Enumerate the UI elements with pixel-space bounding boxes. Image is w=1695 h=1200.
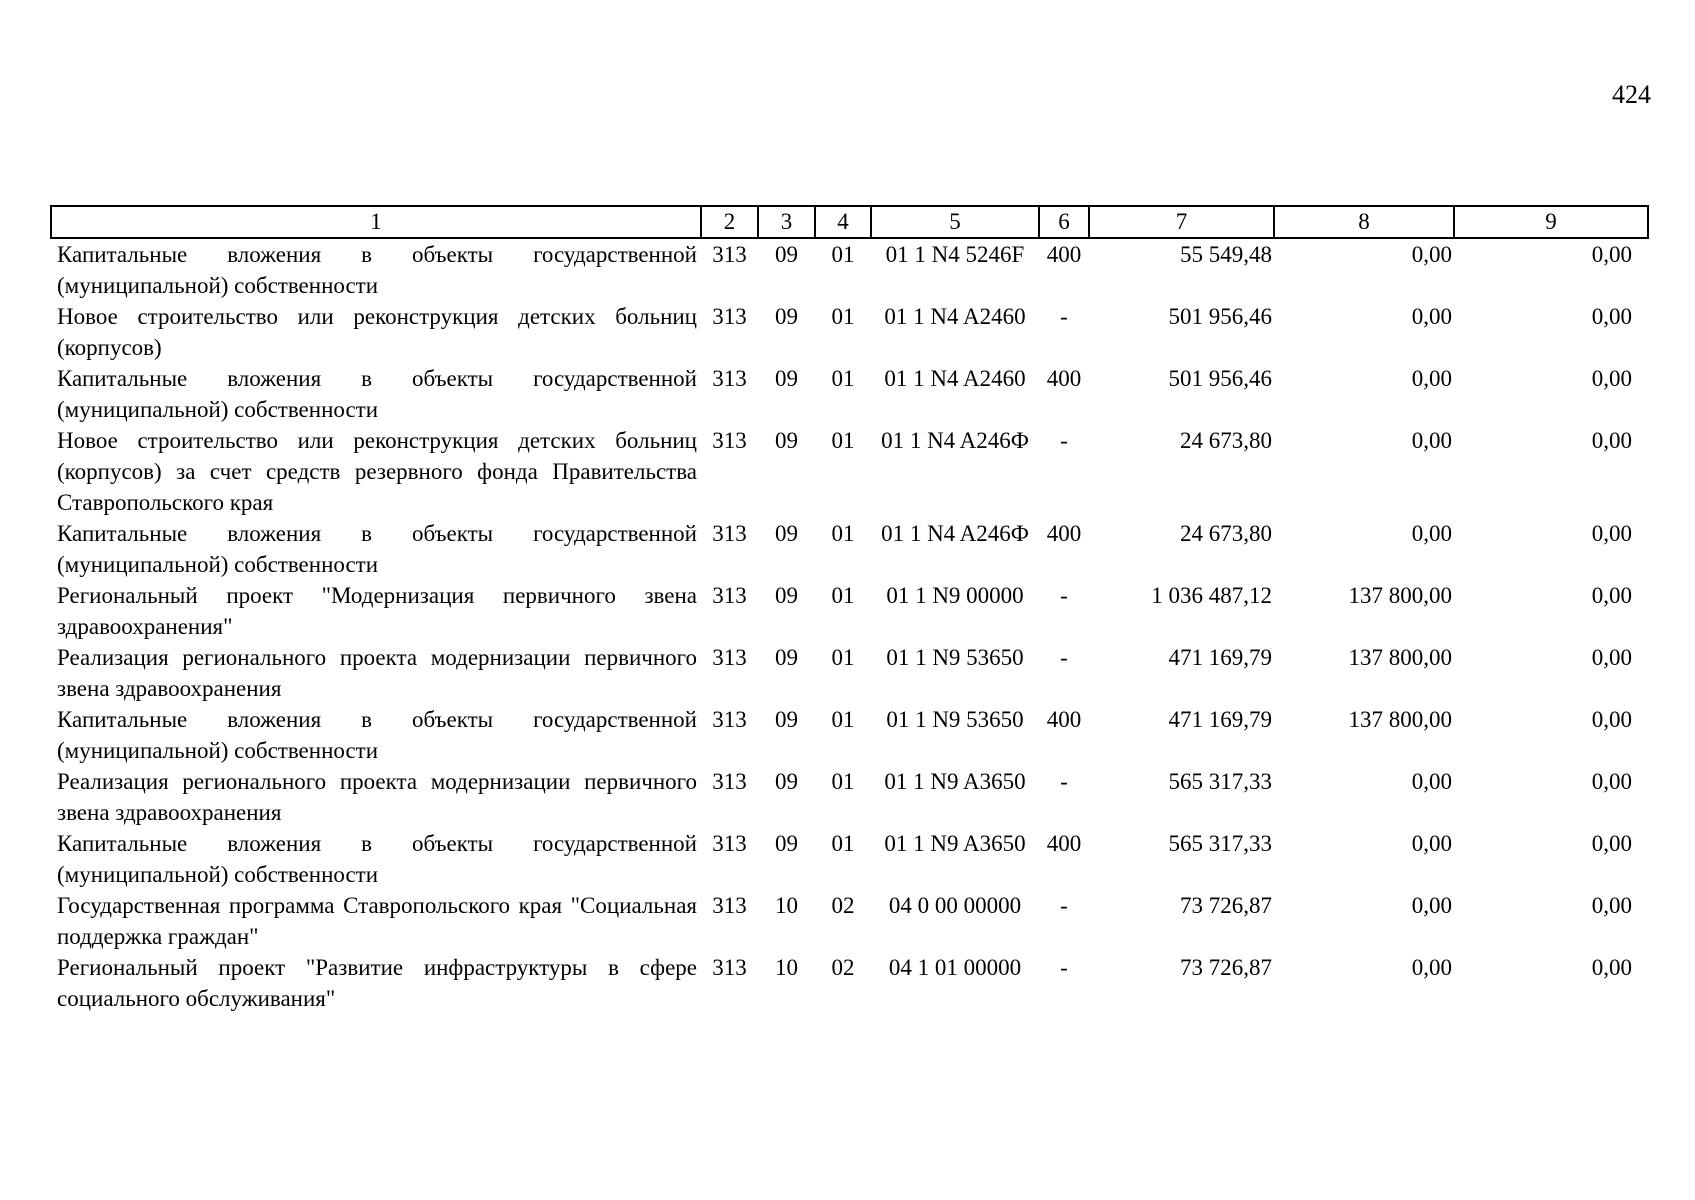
row-col2-cell: 313	[712, 707, 747, 732]
table-row	[51, 363, 1648, 425]
row-col3-cell: 09	[775, 366, 798, 391]
row-col4-cell: 01	[831, 645, 855, 670]
row-col5-cell: 01 1 N4 A246Ф	[881, 428, 1029, 453]
row-col9-cell: 0,00	[1591, 893, 1632, 918]
row-col9-cell: 0,00	[1591, 707, 1632, 732]
row-col7-cell: 471 169,79	[1168, 707, 1272, 732]
page-number: 424	[1612, 80, 1651, 109]
row-col8-cell: 0,00	[1411, 893, 1452, 918]
row-col8-cell: 0,00	[1411, 521, 1452, 546]
table-row	[51, 238, 1648, 301]
row-col5-cell: 01 1 N4 A2460	[884, 304, 1026, 329]
row-col5-cell: 01 1 N9 A3650	[884, 831, 1026, 856]
row-col8-cell: 0,00	[1411, 304, 1452, 329]
row-name-cell: Новое строительство или реконструкция детских больниц (корпусов) за счет средств резервного фонда Правительства Ставропольского края	[57, 428, 697, 515]
row-col7-cell: 24 673,80	[1180, 428, 1272, 453]
row-col5-cell: 01 1 N9 A3650	[884, 769, 1026, 794]
row-col7-cell: 73 726,87	[1180, 893, 1272, 918]
row-col3-cell: 10	[775, 955, 798, 980]
row-name-cell: Новое строительство или реконструкция детских больниц (корпусов)	[57, 304, 697, 360]
row-col3-cell: 09	[775, 831, 798, 856]
row-name-cell: Региональный проект "Модернизация первичного звена здравоохранения"	[57, 583, 697, 639]
row-col6-cell: 400	[1046, 366, 1082, 391]
row-col9-cell: 0,00	[1591, 304, 1632, 329]
row-col6-cell: 400	[1046, 242, 1082, 267]
row-col6-cell: 400	[1046, 707, 1082, 732]
row-col5-cell: 01 1 N9 00000	[886, 583, 1024, 608]
row-col7-cell: 1 036 487,12	[1151, 583, 1272, 608]
row-col3-cell: 09	[775, 707, 798, 732]
budget-table	[50, 205, 1649, 1014]
row-name-cell: Капитальные вложения в объекты государственной (муниципальной) собственности	[57, 242, 697, 298]
row-col4-cell: 01	[831, 304, 855, 329]
row-col5-cell: 01 1 N4 A2460	[884, 366, 1026, 391]
row-col7-cell: 501 956,46	[1168, 304, 1272, 329]
row-col7-cell: 471 169,79	[1168, 645, 1272, 670]
table-row	[51, 580, 1648, 642]
table-row	[51, 704, 1648, 766]
row-col9-cell: 0,00	[1591, 521, 1632, 546]
row-col2-cell: 313	[712, 831, 747, 856]
row-name-cell: Капитальные вложения в объекты государственной (муниципальной) собственности	[57, 831, 697, 887]
header-col-5: 5	[871, 206, 1039, 238]
header-col-3: 3	[758, 206, 815, 238]
row-col8-cell: 137 800,00	[1348, 583, 1452, 608]
table-row	[51, 425, 1648, 518]
row-col9-cell: 0,00	[1591, 242, 1632, 267]
header-row	[51, 206, 1648, 238]
row-col4-cell: 01	[831, 707, 855, 732]
table-row	[51, 301, 1648, 363]
row-col6-cell: -	[1060, 583, 1068, 608]
row-col8-cell: 0,00	[1411, 769, 1452, 794]
table-header	[51, 206, 1648, 238]
row-col2-cell: 313	[712, 428, 747, 453]
row-col5-cell: 01 1 N4 A246Ф	[881, 521, 1029, 546]
row-col5-cell: 01 1 N9 53650	[886, 707, 1024, 732]
row-col7-cell: 565 317,33	[1168, 769, 1272, 794]
row-col6-cell: -	[1060, 955, 1068, 980]
row-col7-cell: 565 317,33	[1168, 831, 1272, 856]
row-col6-cell: -	[1060, 769, 1068, 794]
row-col9-cell: 0,00	[1591, 583, 1632, 608]
header-col-9: 9	[1454, 206, 1648, 238]
row-col6-cell: 400	[1046, 521, 1082, 546]
row-col4-cell: 01	[831, 242, 855, 267]
row-col8-cell: 137 800,00	[1348, 645, 1452, 670]
row-col3-cell: 10	[775, 893, 798, 918]
row-col4-cell: 01	[831, 521, 855, 546]
row-col7-cell: 24 673,80	[1180, 521, 1272, 546]
row-col8-cell: 0,00	[1411, 428, 1452, 453]
row-col9-cell: 0,00	[1591, 831, 1632, 856]
table-row	[51, 952, 1648, 1014]
row-name-cell: Региональный проект "Развитие инфраструктуры в сфере социального обслуживания"	[57, 955, 697, 1011]
header-col-2: 2	[701, 206, 758, 238]
row-name-cell: Реализация регионального проекта модернизации первичного звена здравоохранения	[57, 769, 697, 825]
row-col4-cell: 01	[831, 769, 855, 794]
table-row	[51, 518, 1648, 580]
row-col3-cell: 09	[775, 521, 798, 546]
row-col2-cell: 313	[712, 645, 747, 670]
row-col2-cell: 313	[712, 366, 747, 391]
header-col-4: 4	[815, 206, 871, 238]
row-col3-cell: 09	[775, 645, 798, 670]
row-col6-cell: -	[1060, 645, 1068, 670]
row-col7-cell: 55 549,48	[1180, 242, 1272, 267]
row-col8-cell: 0,00	[1411, 831, 1452, 856]
table-row	[51, 890, 1648, 952]
row-col6-cell: -	[1060, 893, 1068, 918]
row-col8-cell: 137 800,00	[1348, 707, 1452, 732]
row-col7-cell: 73 726,87	[1180, 955, 1272, 980]
row-col2-cell: 313	[712, 583, 747, 608]
header-col-6: 6	[1039, 206, 1089, 238]
row-name-cell: Капитальные вложения в объекты государственной (муниципальной) собственности	[57, 366, 697, 422]
header-col-8: 8	[1274, 206, 1454, 238]
row-col2-cell: 313	[712, 304, 747, 329]
row-col7-cell: 501 956,46	[1168, 366, 1272, 391]
row-col3-cell: 09	[775, 583, 798, 608]
row-col4-cell: 01	[831, 831, 855, 856]
row-col3-cell: 09	[775, 769, 798, 794]
row-col3-cell: 09	[775, 428, 798, 453]
row-col5-cell: 01 1 N4 5246F	[885, 242, 1025, 267]
row-col2-cell: 313	[712, 242, 747, 267]
header-col-7: 7	[1089, 206, 1274, 238]
row-col3-cell: 09	[775, 242, 798, 267]
row-col4-cell: 01	[831, 366, 855, 391]
row-col2-cell: 313	[712, 769, 747, 794]
row-col2-cell: 313	[712, 955, 747, 980]
row-col9-cell: 0,00	[1591, 366, 1632, 391]
table-row	[51, 642, 1648, 704]
row-col4-cell: 02	[831, 955, 855, 980]
row-col6-cell: -	[1060, 304, 1068, 329]
row-col9-cell: 0,00	[1591, 428, 1632, 453]
row-col5-cell: 04 1 01 00000	[888, 955, 1022, 980]
row-col9-cell: 0,00	[1591, 645, 1632, 670]
table-row	[51, 828, 1648, 890]
row-col4-cell: 01	[831, 428, 855, 453]
row-col6-cell: 400	[1046, 831, 1082, 856]
row-col2-cell: 313	[712, 893, 747, 918]
row-col6-cell: -	[1060, 428, 1068, 453]
row-col4-cell: 02	[831, 893, 855, 918]
row-name-cell: Капитальные вложения в объекты государственной (муниципальной) собственности	[57, 707, 697, 763]
row-col4-cell: 01	[831, 583, 855, 608]
header-col-1: 1	[51, 206, 701, 238]
row-col8-cell: 0,00	[1411, 366, 1452, 391]
row-col8-cell: 0,00	[1411, 242, 1452, 267]
row-name-cell: Государственная программа Ставропольского края "Социальная поддержка граждан"	[57, 893, 697, 949]
row-col9-cell: 0,00	[1591, 769, 1632, 794]
row-col8-cell: 0,00	[1411, 955, 1452, 980]
row-col5-cell: 01 1 N9 53650	[886, 645, 1024, 670]
table-row	[51, 766, 1648, 828]
row-col9-cell: 0,00	[1591, 955, 1632, 980]
row-col3-cell: 09	[775, 304, 798, 329]
row-name-cell: Капитальные вложения в объекты государственной (муниципальной) собственности	[57, 521, 697, 577]
row-name-cell: Реализация регионального проекта модернизации первичного звена здравоохранения	[57, 645, 697, 701]
row-col5-cell: 04 0 00 00000	[888, 893, 1022, 918]
row-col2-cell: 313	[712, 521, 747, 546]
table-body	[51, 238, 1648, 1014]
